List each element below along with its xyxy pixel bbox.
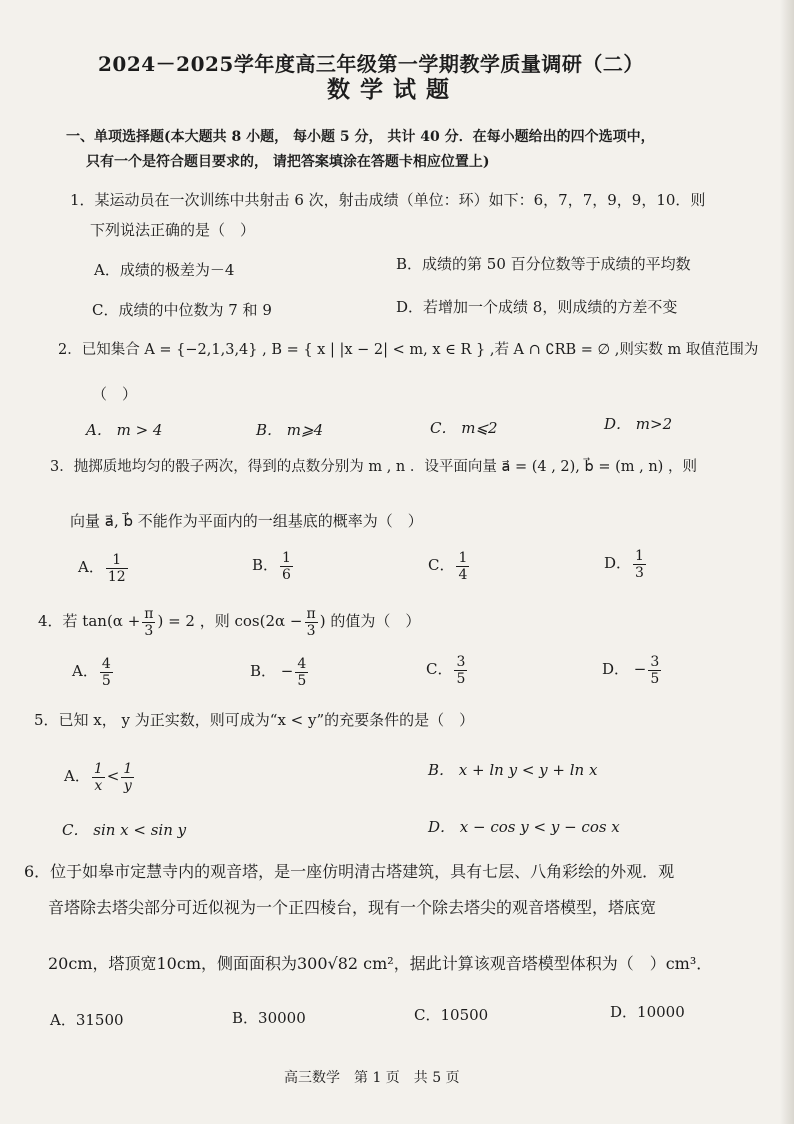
q4-option-d: D． − $\frac{3}{5}$ [602, 653, 660, 687]
q3-stem-line2: 向量 a⃗, b⃗ 不能作为平面内的一组基底的概率为（ ） [70, 512, 423, 530]
q3-option-d-fraction: $\frac{1}{3}$ [635, 547, 644, 581]
q4-option-c-fraction: $\frac{3}{5}$ [456, 653, 466, 687]
q6-stem-line1: 6．位于如皋市定慧寺内的观音塔，是一座仿明清古塔建筑，具有七层、八角彩绘的外观．观 [24, 862, 675, 881]
q1-option-b: B．成绩的第 50 百分位数等于成绩的平均数 [396, 255, 691, 273]
q1-stem-line1: 1．某运动员在一次训练中共射击 6 次，射击成绩（单位：环）如下：6，7，7，9，9，10．则 [70, 191, 706, 209]
q3-option-c: C． $\frac{1}{4}$ [428, 549, 468, 583]
page-footer: 高三数学 第 1 页 共 5 页 [284, 1070, 460, 1086]
q2-option-d: D． m>2 [604, 415, 673, 433]
q4-stem: 4．若 tan(α + $\frac{\pi}{3}$ ) = 2 ，则 cos(2α − $\frac{\pi}{3}$ ) 的值为（ ） [38, 605, 421, 639]
q5-option-a-fraction-2: $\frac{1}{y}$ [123, 760, 133, 794]
q4-option-b: B． − $\frac{4}{5}$ [250, 655, 307, 689]
page-edge-shadow [780, 0, 794, 1124]
q4-option-c: C． $\frac{3}{5}$ [426, 653, 466, 687]
q2-option-c: C． m⩽2 [430, 419, 498, 437]
q4-pi-over-3-b: $\frac{\pi}{3}$ [306, 605, 316, 639]
q2-option-a: A． m > 4 [86, 421, 163, 439]
q5-option-c: C． sin x < sin y [62, 821, 187, 839]
q1-option-c: C．成绩的中位数为 7 和 9 [92, 301, 272, 319]
q6-stem-line2: 音塔除去塔尖部分可近似视为一个正四棱台，现有一个除去塔尖的观音塔模型，塔底宽 [48, 898, 657, 917]
q1-stem-line2: 下列说法正确的是（ ） [90, 221, 256, 239]
q3-stem-line1: 3．抛掷质地均匀的骰子两次，得到的点数分别为 m , n ．设平面向量 a⃗ = (4 , 2), b⃗ = (m , n) ，则 [50, 459, 697, 475]
exam-title: 2024－2025学年度高三年级第一学期教学质量调研（二） [98, 52, 644, 76]
q3-option-a: A． $\frac{1}{12}$ [78, 551, 126, 585]
q4-option-b-fraction: $\frac{4}{5}$ [297, 655, 307, 689]
q3-option-d: D． $\frac{1}{3}$ [604, 547, 644, 581]
q2-stem-line1: 2．已知集合 A = {−2,1,3,4} , B = { x | |x − 2| < m, x ∈ R } ,若 A ∩ ∁RB = ∅ ,则实数 m 取值范围为 [58, 342, 759, 358]
q3-option-b: B． $\frac{1}{6}$ [252, 549, 291, 583]
q4-pi-over-3-a: $\frac{\pi}{3}$ [144, 605, 154, 639]
q5-option-d: D． x − cos y < y − cos x [428, 818, 620, 836]
q6-option-d: D．10000 [610, 1003, 685, 1021]
q2-option-b: B． m⩾4 [256, 421, 324, 439]
q6-option-a: A．31500 [50, 1011, 124, 1029]
q1-option-a: A．成绩的极差为－4 [94, 261, 235, 279]
q6-option-b: B．30000 [232, 1009, 306, 1027]
q5-option-a-fraction-1: $\frac{1}{x}$ [93, 760, 103, 794]
section-instructions-line1: 一、单项选择题(本大题共 8 小题， 每小题 5 分， 共计 40 分．在每小题给出的四个选项中， [66, 129, 655, 145]
q5-option-a: A． $\frac{1}{x}$ < $\frac{1}{y}$ [64, 760, 133, 794]
q2-stem-line2: （ ） [92, 385, 138, 403]
q6-stem-line3: 20cm，塔顶宽10cm，侧面面积为300√82 cm²，据此计算该观音塔模型体积为（ ）cm³． [48, 954, 713, 973]
q4-option-a-fraction: $\frac{4}{5}$ [101, 655, 111, 689]
q3-option-a-fraction: $\frac{1}{12}$ [107, 551, 126, 585]
q5-stem: 5．已知 x， y 为正实数，则可成为“x < y”的充要条件的是（ ） [34, 711, 475, 729]
section-instructions-line2: 只有一个是符合题目要求的， 请把答案填涂在答题卡相应位置上) [86, 154, 490, 170]
q1-option-d: D．若增加一个成绩 8，则成绩的方差不变 [396, 298, 678, 316]
exam-subtitle: 数学试题 [327, 76, 459, 103]
q5-option-b: B． x + ln y < y + ln x [428, 761, 598, 779]
q3-option-c-fraction: $\frac{1}{4}$ [458, 549, 468, 583]
q4-option-a: A． $\frac{4}{5}$ [72, 655, 111, 689]
q4-option-d-fraction: $\frac{3}{5}$ [650, 653, 660, 687]
q3-option-b-fraction: $\frac{1}{6}$ [282, 549, 291, 583]
q6-option-c: C．10500 [414, 1006, 489, 1024]
